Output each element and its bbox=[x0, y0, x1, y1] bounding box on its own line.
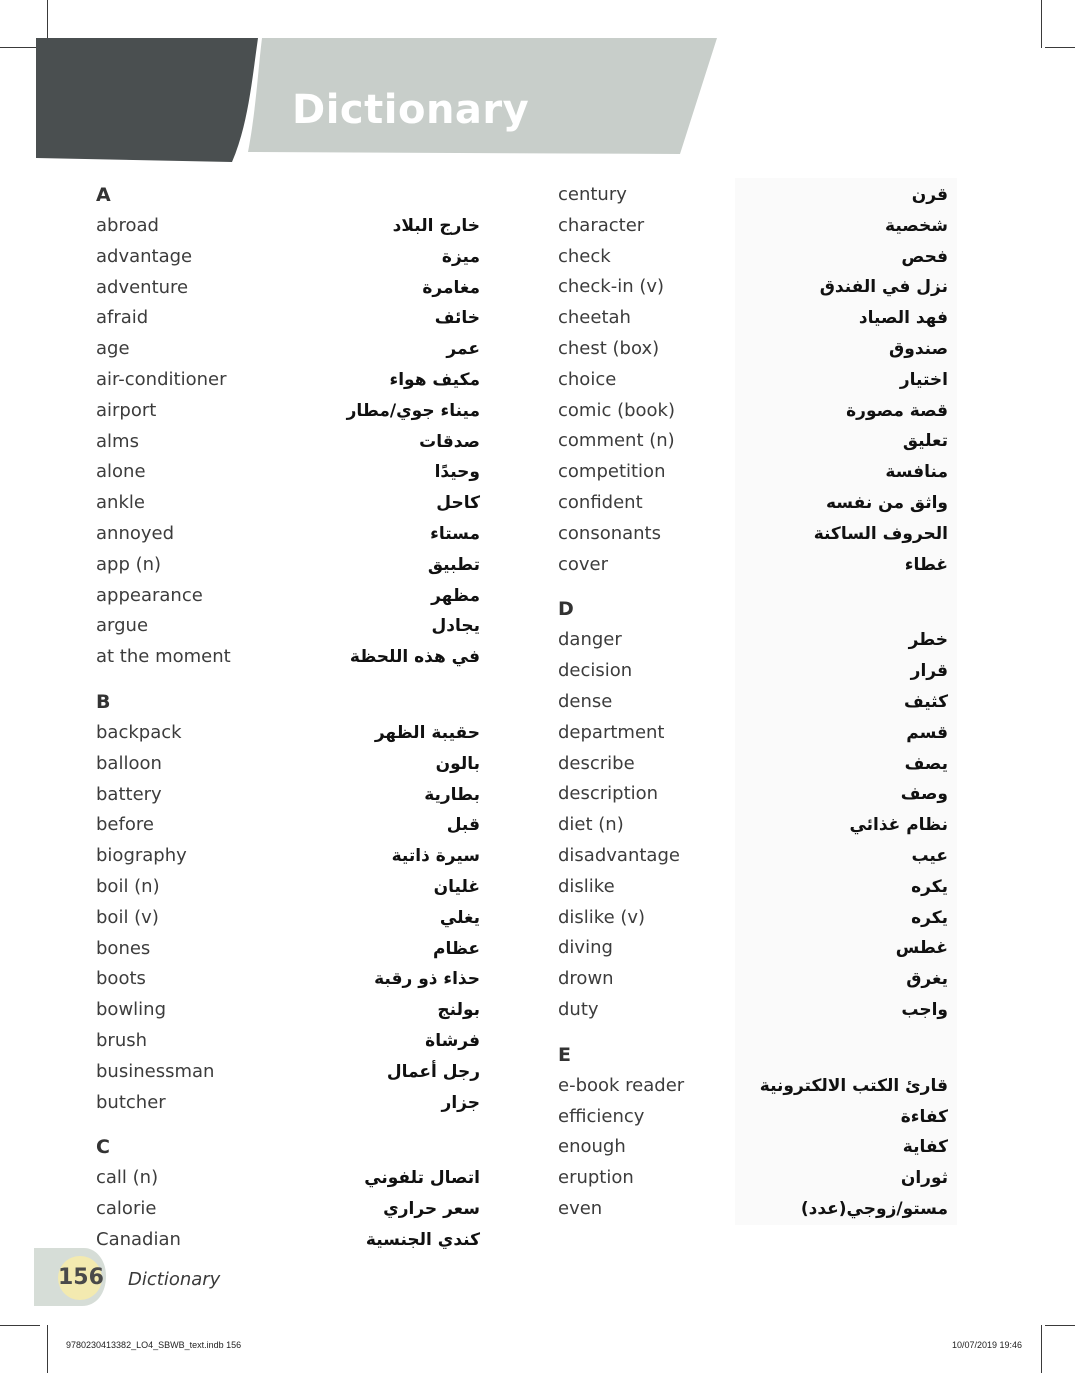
arabic-translation: بولنج bbox=[437, 1000, 480, 1021]
dictionary-entry bbox=[96, 810, 480, 841]
english-word: comic (book) bbox=[558, 399, 675, 421]
section-letter: C bbox=[96, 1136, 110, 1159]
section-gap bbox=[558, 580, 948, 594]
arabic-translation: كندي الجنسية bbox=[365, 1229, 480, 1250]
english-word: cheetah bbox=[558, 307, 631, 329]
arabic-translation: تطبيق bbox=[427, 554, 480, 575]
dictionary-entry bbox=[558, 718, 948, 749]
arabic-translation: ميناء جوي/مطار bbox=[346, 400, 480, 421]
english-word: description bbox=[558, 783, 659, 805]
dictionary-entry bbox=[96, 427, 480, 458]
arabic-translation: يغرق bbox=[906, 969, 948, 990]
english-word: choice bbox=[558, 368, 617, 390]
english-word: dense bbox=[558, 690, 613, 712]
arabic-translation: فرشاة bbox=[425, 1030, 480, 1051]
arabic-translation: صندوق bbox=[889, 338, 948, 359]
english-word: century bbox=[558, 184, 627, 205]
dictionary-entry bbox=[96, 872, 480, 903]
dictionary-entry bbox=[558, 933, 948, 964]
arabic-translation: عيب bbox=[911, 845, 948, 866]
dictionary-entry bbox=[96, 964, 480, 995]
dictionary-entry bbox=[558, 242, 948, 273]
dictionary-entry bbox=[96, 995, 480, 1026]
dictionary-entry bbox=[558, 180, 948, 211]
english-word: call (n) bbox=[96, 1167, 159, 1189]
print-info-left: 9780230413382_LO4_SBWB_text.indb 156 bbox=[66, 1340, 242, 1350]
dictionary-entry bbox=[558, 656, 948, 687]
arabic-translation: اتصال تلفوني bbox=[364, 1168, 480, 1189]
english-word: at the moment bbox=[96, 646, 231, 668]
dictionary-entry bbox=[558, 211, 948, 242]
english-word: advantage bbox=[96, 245, 193, 267]
arabic-translation: مستو/زوجي(عدد) bbox=[800, 1198, 948, 1219]
english-word: chest (box) bbox=[558, 337, 660, 359]
arabic-translation: غطس bbox=[895, 938, 948, 959]
dictionary-entry bbox=[96, 273, 480, 304]
english-word: check-in (v) bbox=[558, 276, 665, 298]
english-word: biography bbox=[96, 845, 187, 867]
dictionary-entry bbox=[96, 934, 480, 965]
english-word: confident bbox=[558, 491, 643, 513]
arabic-translation: كفاءة bbox=[900, 1106, 948, 1127]
arabic-translation: كثيف bbox=[903, 691, 948, 712]
english-word: diving bbox=[558, 937, 613, 959]
arabic-translation: فحص bbox=[901, 246, 948, 267]
dictionary-column-left bbox=[96, 180, 480, 1256]
arabic-translation: واجب bbox=[901, 999, 948, 1020]
english-word: calorie bbox=[96, 1198, 157, 1220]
dictionary-entry bbox=[558, 303, 948, 334]
english-word: brush bbox=[96, 1029, 148, 1051]
arabic-translation: غطاء bbox=[904, 554, 948, 575]
footer-label: Dictionary bbox=[128, 1269, 221, 1290]
dictionary-entry bbox=[96, 242, 480, 273]
arabic-translation: حذاء ذو رقبة bbox=[374, 969, 480, 990]
dictionary-entry bbox=[558, 550, 948, 581]
arabic-translation: شخصية bbox=[885, 215, 948, 236]
dictionary-entry bbox=[558, 272, 948, 303]
arabic-translation: صدقات bbox=[419, 431, 480, 452]
arabic-translation: مستاء bbox=[430, 523, 480, 544]
dictionary-entry bbox=[558, 396, 948, 427]
dictionary-entry bbox=[558, 519, 948, 550]
english-word: eruption bbox=[558, 1167, 634, 1189]
english-word: diet (n) bbox=[558, 814, 624, 836]
dictionary-entry bbox=[558, 488, 948, 519]
arabic-translation: مغامرة bbox=[422, 277, 480, 298]
dictionary-entry bbox=[96, 334, 480, 365]
dictionary-entry bbox=[96, 211, 480, 242]
english-word: backpack bbox=[96, 721, 182, 743]
dictionary-entry bbox=[558, 457, 948, 488]
english-word: boots bbox=[96, 968, 146, 990]
dictionary-entry bbox=[558, 964, 948, 995]
english-word: boil (n) bbox=[96, 875, 160, 897]
english-word: duty bbox=[558, 998, 599, 1020]
arabic-translation: قارئ الكتب الالكترونية bbox=[759, 1075, 948, 1096]
dictionary-entry bbox=[96, 1026, 480, 1057]
arabic-translation: ميزة bbox=[441, 246, 480, 267]
english-word: ankle bbox=[96, 492, 145, 514]
dictionary-column-right bbox=[558, 180, 948, 1225]
dictionary-entry bbox=[96, 1194, 480, 1225]
arabic-translation: حقيبة الظهر bbox=[374, 722, 480, 743]
english-word: competition bbox=[558, 461, 666, 483]
arabic-translation: منافسة bbox=[885, 462, 948, 483]
section-letter: E bbox=[558, 1043, 571, 1066]
arabic-translation: يجادل bbox=[431, 616, 480, 637]
arabic-translation: مكيف هواء bbox=[389, 369, 480, 390]
arabic-translation: قسم bbox=[906, 722, 948, 743]
dictionary-entry bbox=[558, 1102, 948, 1133]
print-info-right: 10/07/2019 19:46 bbox=[952, 1340, 1023, 1350]
arabic-translation: خائف bbox=[434, 308, 480, 329]
arabic-translation: قرار bbox=[910, 661, 948, 682]
arabic-translation: فهد الصياد bbox=[858, 308, 948, 329]
english-word: e-book reader bbox=[558, 1074, 685, 1096]
english-word: argue bbox=[96, 615, 149, 637]
dictionary-entry bbox=[96, 365, 480, 396]
english-word: afraid bbox=[96, 307, 149, 329]
english-word: butcher bbox=[96, 1091, 166, 1113]
arabic-translation: يكره bbox=[911, 907, 948, 928]
english-word: dislike (v) bbox=[558, 906, 646, 928]
arabic-translation: كفاية bbox=[902, 1137, 948, 1158]
section-gap bbox=[96, 673, 480, 687]
dictionary-entry bbox=[558, 334, 948, 365]
dictionary-entry bbox=[96, 903, 480, 934]
section-letter: B bbox=[96, 690, 111, 713]
arabic-translation: سعر حراري bbox=[383, 1199, 480, 1220]
dictionary-entry bbox=[558, 749, 948, 780]
english-word: disadvantage bbox=[558, 844, 680, 866]
crop-mark bbox=[1045, 1325, 1075, 1326]
dictionary-entry bbox=[96, 1057, 480, 1088]
english-word: cover bbox=[558, 553, 609, 575]
arabic-translation: الحروف الساكنة bbox=[813, 523, 948, 544]
dictionary-entry bbox=[96, 1163, 480, 1194]
english-word: drown bbox=[558, 968, 614, 990]
dictionary-entry bbox=[96, 1088, 480, 1119]
arabic-translation: سيرة ذاتية bbox=[391, 846, 480, 867]
dictionary-entry bbox=[558, 687, 948, 718]
dictionary-entry bbox=[96, 519, 480, 550]
arabic-translation: خارج البلاد bbox=[392, 216, 480, 236]
arabic-translation: تعليق bbox=[902, 431, 948, 452]
page-number: 156 bbox=[58, 1265, 104, 1290]
english-word: department bbox=[558, 721, 665, 743]
english-word: efficiency bbox=[558, 1105, 645, 1127]
dictionary-entry bbox=[558, 426, 948, 457]
dictionary-entry bbox=[96, 749, 480, 780]
arabic-translation: بالون bbox=[435, 753, 480, 774]
dictionary-entry bbox=[96, 581, 480, 612]
dictionary-entry bbox=[96, 488, 480, 519]
section-letter: D bbox=[558, 598, 574, 621]
arabic-translation: عظام bbox=[432, 938, 480, 959]
dictionary-entry bbox=[96, 550, 480, 581]
arabic-translation: خطر bbox=[908, 630, 948, 651]
arabic-translation: ثوران bbox=[900, 1168, 948, 1189]
english-word: app (n) bbox=[96, 553, 162, 575]
crop-mark bbox=[0, 1325, 40, 1326]
dictionary-entry bbox=[96, 611, 480, 642]
arabic-translation: رجل أعمال bbox=[386, 1061, 480, 1082]
english-word: danger bbox=[558, 629, 622, 651]
english-word: check bbox=[558, 245, 611, 267]
arabic-translation: يكره bbox=[911, 876, 948, 897]
english-word: consonants bbox=[558, 522, 661, 544]
section-gap bbox=[96, 1118, 480, 1132]
arabic-translation: في هذه اللحظة bbox=[349, 647, 480, 668]
dictionary-entry bbox=[558, 872, 948, 903]
english-word: bones bbox=[96, 937, 151, 959]
crop-mark bbox=[1041, 1325, 1042, 1373]
dictionary-entry bbox=[96, 1225, 480, 1256]
english-word: adventure bbox=[96, 276, 189, 298]
english-word: airport bbox=[96, 399, 157, 421]
english-word: alone bbox=[96, 461, 146, 483]
arabic-translation: واثق من نفسه bbox=[826, 492, 948, 513]
dictionary-entry bbox=[558, 1071, 948, 1102]
english-word: balloon bbox=[96, 752, 162, 774]
english-word: alms bbox=[96, 430, 139, 452]
dictionary-entry bbox=[558, 1194, 948, 1225]
english-word: businessman bbox=[96, 1060, 215, 1082]
english-word: annoyed bbox=[96, 522, 175, 544]
english-word: dislike bbox=[558, 875, 615, 897]
arabic-translation: جزار bbox=[441, 1092, 480, 1113]
arabic-translation: وصف bbox=[900, 784, 948, 805]
dictionary-entry bbox=[96, 396, 480, 427]
arabic-translation: وحيدًا bbox=[434, 462, 480, 483]
arabic-translation: قرن bbox=[911, 185, 948, 205]
dictionary-entry bbox=[558, 365, 948, 396]
dictionary-entry bbox=[96, 718, 480, 749]
english-word: before bbox=[96, 814, 154, 836]
english-word: even bbox=[558, 1197, 603, 1219]
arabic-translation: اختيار bbox=[899, 369, 948, 390]
dictionary-entry bbox=[558, 1132, 948, 1163]
arabic-translation: قبل bbox=[446, 815, 480, 836]
section-gap bbox=[558, 1026, 948, 1040]
arabic-translation: عمر bbox=[446, 339, 480, 360]
dictionary-entry bbox=[96, 457, 480, 488]
arabic-translation: غليان bbox=[433, 876, 480, 897]
english-word: bowling bbox=[96, 999, 166, 1021]
dictionary-entry bbox=[96, 303, 480, 334]
dictionary-entry bbox=[558, 903, 948, 934]
dictionary-entry bbox=[558, 1163, 948, 1194]
header-banner bbox=[0, 0, 1075, 165]
page-title: Dictionary bbox=[292, 87, 530, 133]
english-word: battery bbox=[96, 783, 162, 805]
dictionary-entry bbox=[558, 841, 948, 872]
english-word: Canadian bbox=[96, 1228, 181, 1250]
dictionary-entry bbox=[558, 625, 948, 656]
arabic-translation: كاحل bbox=[436, 493, 480, 514]
english-word: enough bbox=[558, 1136, 626, 1158]
english-word: abroad bbox=[96, 215, 159, 236]
english-word: comment (n) bbox=[558, 430, 675, 452]
english-word: character bbox=[558, 214, 645, 236]
dictionary-entry bbox=[558, 810, 948, 841]
section-letter: A bbox=[96, 184, 111, 206]
dictionary-entry bbox=[96, 780, 480, 811]
arabic-translation: نظام غذائي bbox=[849, 815, 948, 836]
english-word: appearance bbox=[96, 584, 203, 606]
crop-mark bbox=[47, 1325, 48, 1373]
arabic-translation: يصف bbox=[904, 753, 948, 774]
arabic-translation: قصة مصورة bbox=[846, 400, 948, 421]
arabic-translation: مظهر bbox=[431, 585, 480, 606]
arabic-translation: يغلي bbox=[439, 907, 480, 928]
dictionary-entry bbox=[558, 779, 948, 810]
english-word: boil (v) bbox=[96, 906, 159, 928]
english-word: decision bbox=[558, 660, 633, 682]
english-word: air-conditioner bbox=[96, 368, 227, 390]
arabic-translation: نزل في الفندق bbox=[819, 277, 948, 298]
english-word: describe bbox=[558, 752, 635, 774]
dictionary-entry bbox=[96, 642, 480, 673]
english-word: age bbox=[96, 338, 130, 360]
dictionary-entry bbox=[96, 841, 480, 872]
dictionary-entry bbox=[558, 995, 948, 1026]
arabic-translation: بطارية bbox=[424, 784, 480, 805]
